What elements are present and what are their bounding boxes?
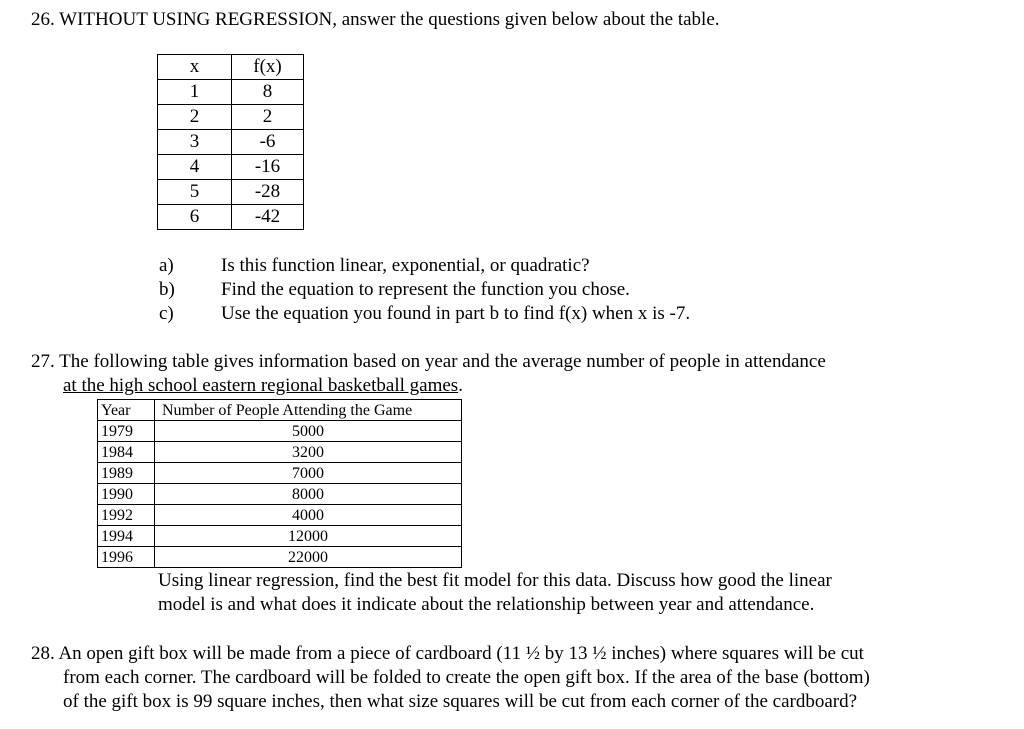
table-cell-attendance: 8000	[155, 484, 462, 505]
table-cell-attendance: 5000	[155, 421, 462, 442]
q27-line2-underlined: at the high school eastern regional basketball games	[63, 375, 459, 396]
q27-number: 27.	[31, 351, 55, 372]
table-cell-attendance: 7000	[155, 463, 462, 484]
q26-part-c-label: c)	[159, 303, 174, 324]
q27-table	[97, 399, 462, 568]
q28-line2: from each corner. The cardboard will be folded to create the open gift box. If the area of the base (bottom)	[63, 667, 870, 688]
table-cell-fx: -6	[232, 130, 304, 155]
q26-table	[157, 54, 304, 230]
q26-heading	[31, 9, 720, 31]
table-cell-fx: -42	[232, 205, 304, 230]
table-cell-attendance: 22000	[155, 547, 462, 568]
table-cell-attendance: 4000	[155, 505, 462, 526]
table-header-year: Year	[98, 400, 155, 421]
table-row	[158, 105, 304, 130]
table-cell-attendance: 3200	[155, 442, 462, 463]
table-cell-fx: -28	[232, 180, 304, 205]
q27-line2-end: .	[458, 375, 463, 396]
q27-heading	[31, 351, 826, 373]
table-row	[158, 155, 304, 180]
table-row	[158, 180, 304, 205]
table-row	[98, 526, 462, 547]
table-cell-x: 6	[158, 205, 232, 230]
q27-line2	[63, 375, 463, 397]
table-cell-x: 5	[158, 180, 232, 205]
table-cell-year: 1979	[98, 421, 155, 442]
table-cell-fx: -16	[232, 155, 304, 180]
q26-part-b-label: b)	[159, 279, 175, 300]
q27-followup-line1: Using linear regression, find the best fit model for this data. Discuss how good the linear	[158, 570, 832, 591]
q27-line1: The following table gives information based on year and the average number of people in attendance	[59, 351, 826, 372]
q26-part-a-text: Is this function linear, exponential, or quadratic?	[221, 255, 590, 276]
q26-part-a-label: a)	[159, 255, 174, 276]
table-cell-year: 1992	[98, 505, 155, 526]
q26-part-b-text: Find the equation to represent the function you chose.	[221, 279, 630, 300]
table-row	[158, 130, 304, 155]
q26-number: 26.	[31, 9, 55, 30]
table-cell-x: 4	[158, 155, 232, 180]
table-header-fx: f(x)	[232, 55, 304, 80]
q27-followup-line2: model is and what does it indicate about the relationship between year and attendance.	[158, 594, 815, 615]
table-row	[98, 484, 462, 505]
table-cell-year: 1994	[98, 526, 155, 547]
table-header-x: x	[158, 55, 232, 80]
table-header-row	[98, 400, 462, 421]
table-row	[98, 547, 462, 568]
q26-prompt: WITHOUT USING REGRESSION, answer the questions given below about the table.	[59, 9, 720, 30]
table-cell-year: 1990	[98, 484, 155, 505]
table-row	[98, 463, 462, 484]
table-row	[158, 80, 304, 105]
table-cell-year: 1984	[98, 442, 155, 463]
q28-line3: of the gift box is 99 square inches, then what size squares will be cut from each corner of the cardboard?	[63, 691, 858, 712]
table-cell-fx: 8	[232, 80, 304, 105]
table-cell-x: 1	[158, 80, 232, 105]
q28-line1: An open gift box will be made from a piece of cardboard (11 ½ by 13 ½ inches) where squares will be cut	[58, 643, 864, 664]
table-row	[98, 505, 462, 526]
q26-part-c-text: Use the equation you found in part b to find f(x) when x is -7.	[221, 303, 691, 324]
table-cell-attendance: 12000	[155, 526, 462, 547]
q28-heading	[31, 643, 864, 665]
table-cell-year: 1996	[98, 547, 155, 568]
table-header-row	[158, 55, 304, 80]
table-cell-x: 2	[158, 105, 232, 130]
table-cell-fx: 2	[232, 105, 304, 130]
table-cell-year: 1989	[98, 463, 155, 484]
q28-number: 28.	[31, 643, 55, 664]
table-row	[158, 205, 304, 230]
table-cell-x: 3	[158, 130, 232, 155]
table-row	[98, 442, 462, 463]
table-header-attendance: Number of People Attending the Game	[155, 400, 462, 421]
table-row	[98, 421, 462, 442]
